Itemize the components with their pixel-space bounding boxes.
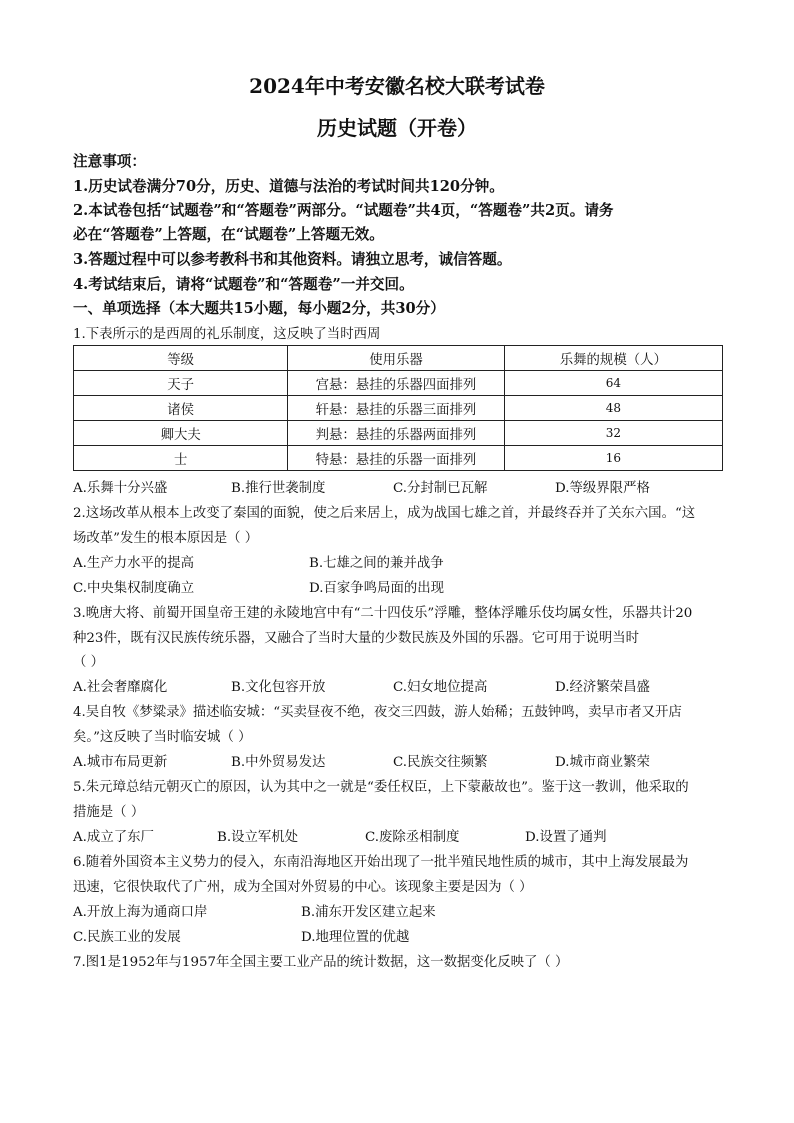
notice-item: 4.考试结束后，请将“试题卷”和“答题卷”一并交回。 [73,276,414,293]
table-cell: 诸侯 [74,396,288,421]
question-4-stem: 4.吴自牧《梦粱录》描述临安城：“买卖昼夜不绝，夜交三四鼓，游人始稀；五鼓钟鸣，卖早市者又开店 [73,705,682,720]
table-cell: 士 [74,446,288,471]
table-row [74,371,723,396]
option-c[interactable]: C.中央集权制度确立 [73,581,195,596]
table-cell: 卿大夫 [74,421,288,446]
option-d[interactable]: D.城市商业繁荣 [555,755,650,770]
option-d[interactable]: D.等级界限严格 [555,481,650,496]
section-heading: 一、单项选择（本大题共15小题，每小题2分，共30分） [73,300,445,317]
notice-item: 2.本试卷包括“试题卷”和“答题卷”两部分。“试题卷”共4页，“答题卷”共2页。请务 [73,202,614,219]
option-c[interactable]: C.废除丞相制度 [365,830,460,845]
option-a[interactable]: A.成立了东厂 [73,830,154,845]
table-header: 使用乐器 [288,346,504,371]
table-header-row [74,346,723,371]
question-2-options [73,577,733,595]
table-cell: 32 [504,421,722,446]
option-b[interactable]: B.七雄之间的兼并战争 [309,556,444,571]
option-c[interactable]: C.民族工业的发展 [73,930,181,945]
option-c[interactable]: C.妇女地位提高 [393,680,488,695]
table-cell: 宫悬：悬挂的乐器四面排列 [288,371,504,396]
option-b[interactable]: B.浦东开发区建立起来 [301,905,436,920]
option-a[interactable]: A.开放上海为通商口岸 [73,905,208,920]
table-cell: 16 [504,446,722,471]
exam-title: 2024年中考安徽名校大联考试卷 [249,74,545,98]
option-d[interactable]: D.百家争鸣局面的出现 [309,581,445,596]
option-a[interactable]: A.城市布局更新 [73,755,168,770]
question-5-options [73,826,733,844]
notice-item: 必在“答题卷”上答题，在“试题卷”上答题无效。 [73,226,384,243]
option-a[interactable]: A.乐舞十分兴盛 [73,481,168,496]
rites-table [73,345,723,471]
table-cell: 48 [504,396,722,421]
option-c[interactable]: C.民族交往频繁 [393,755,488,770]
notice-item: 1.历史试卷满分70分，历史、道德与法治的考试时间共120分钟。 [73,178,504,195]
question-4-options [73,751,733,769]
question-3-stem: （ ） [73,655,105,670]
table-row [74,446,723,471]
option-a[interactable]: A.生产力水平的提高 [73,556,195,571]
option-b[interactable]: B.中外贸易发达 [231,755,326,770]
table-row [74,421,723,446]
table-cell: 64 [504,371,722,396]
question-3-stem: 3.晚唐大将、前蜀开国皇帝王建的永陵地宫中有“二十四伎乐”浮雕，整体浮雕乐伎均属女性，乐器共计20 [73,606,693,621]
question-3-options [73,676,733,694]
question-6-options [73,926,733,944]
question-6-stem: 迅速，它很快取代了广州，成为全国对外贸易的中心。该现象主要是因为（ ） [73,880,533,895]
question-4-stem: 矣。”这反映了当时临安城（ ） [73,730,252,745]
table-cell: 天子 [74,371,288,396]
option-b[interactable]: B.设立军机处 [217,830,299,845]
table-cell: 特悬：悬挂的乐器一面排列 [288,446,504,471]
notice-item: 3.答题过程中可以参考教科书和其他资料。请独立思考，诚信答题。 [73,251,512,268]
question-7-stem: 7.图1是1952年与1957年全国主要工业产品的统计数据，这一数据变化反映了（ ） [73,955,569,970]
question-1-stem: 1.下表所示的是西周的礼乐制度，这反映了当时西周 [73,327,381,342]
question-5-stem: 5.朱元璋总结元朝灭亡的原因，认为其中之一就是“委任权臣，上下蒙蔽故也”。鉴于这一教训，他采取的 [73,780,689,795]
option-b[interactable]: B.推行世袭制度 [231,481,326,496]
table-header: 等级 [74,346,288,371]
question-5-stem: 措施是（ ） [73,805,145,820]
question-3-stem: 种23件，既有汉民族传统乐器，又融合了当时大量的少数民族及外国的乐器。它可用于说明当时 [73,631,640,646]
option-a[interactable]: A.社会奢靡腐化 [73,680,168,695]
table-cell: 判悬：悬挂的乐器两面排列 [288,421,504,446]
option-b[interactable]: B.文化包容开放 [231,680,326,695]
question-1-options [73,477,733,495]
table-cell: 轩悬：悬挂的乐器三面排列 [288,396,504,421]
table-header: 乐舞的规模（人） [504,346,722,371]
question-2-options [73,552,733,570]
question-6-stem: 6.随着外国资本主义势力的侵入，东南沿海地区开始出现了一批半殖民地性质的城市，其中上海发展最为 [73,855,689,870]
table-row [74,396,723,421]
option-c[interactable]: C.分封制已瓦解 [393,481,488,496]
question-2-stem: 场改革”发生的根本原因是（ ） [73,531,259,546]
notice-heading: 注意事项： [73,153,146,170]
option-d[interactable]: D.经济繁荣昌盛 [555,680,650,695]
question-2-stem: 2.这场改革从根本上改变了秦国的面貌，使之后来居上，成为战国七雄之首，并最终吞并了关东六国。“这 [73,506,696,521]
question-6-options [73,901,733,919]
option-d[interactable]: D.地理位置的优越 [301,930,410,945]
option-d[interactable]: D.设置了通判 [525,830,607,845]
exam-subtitle: 历史试题（开卷） [317,116,477,140]
